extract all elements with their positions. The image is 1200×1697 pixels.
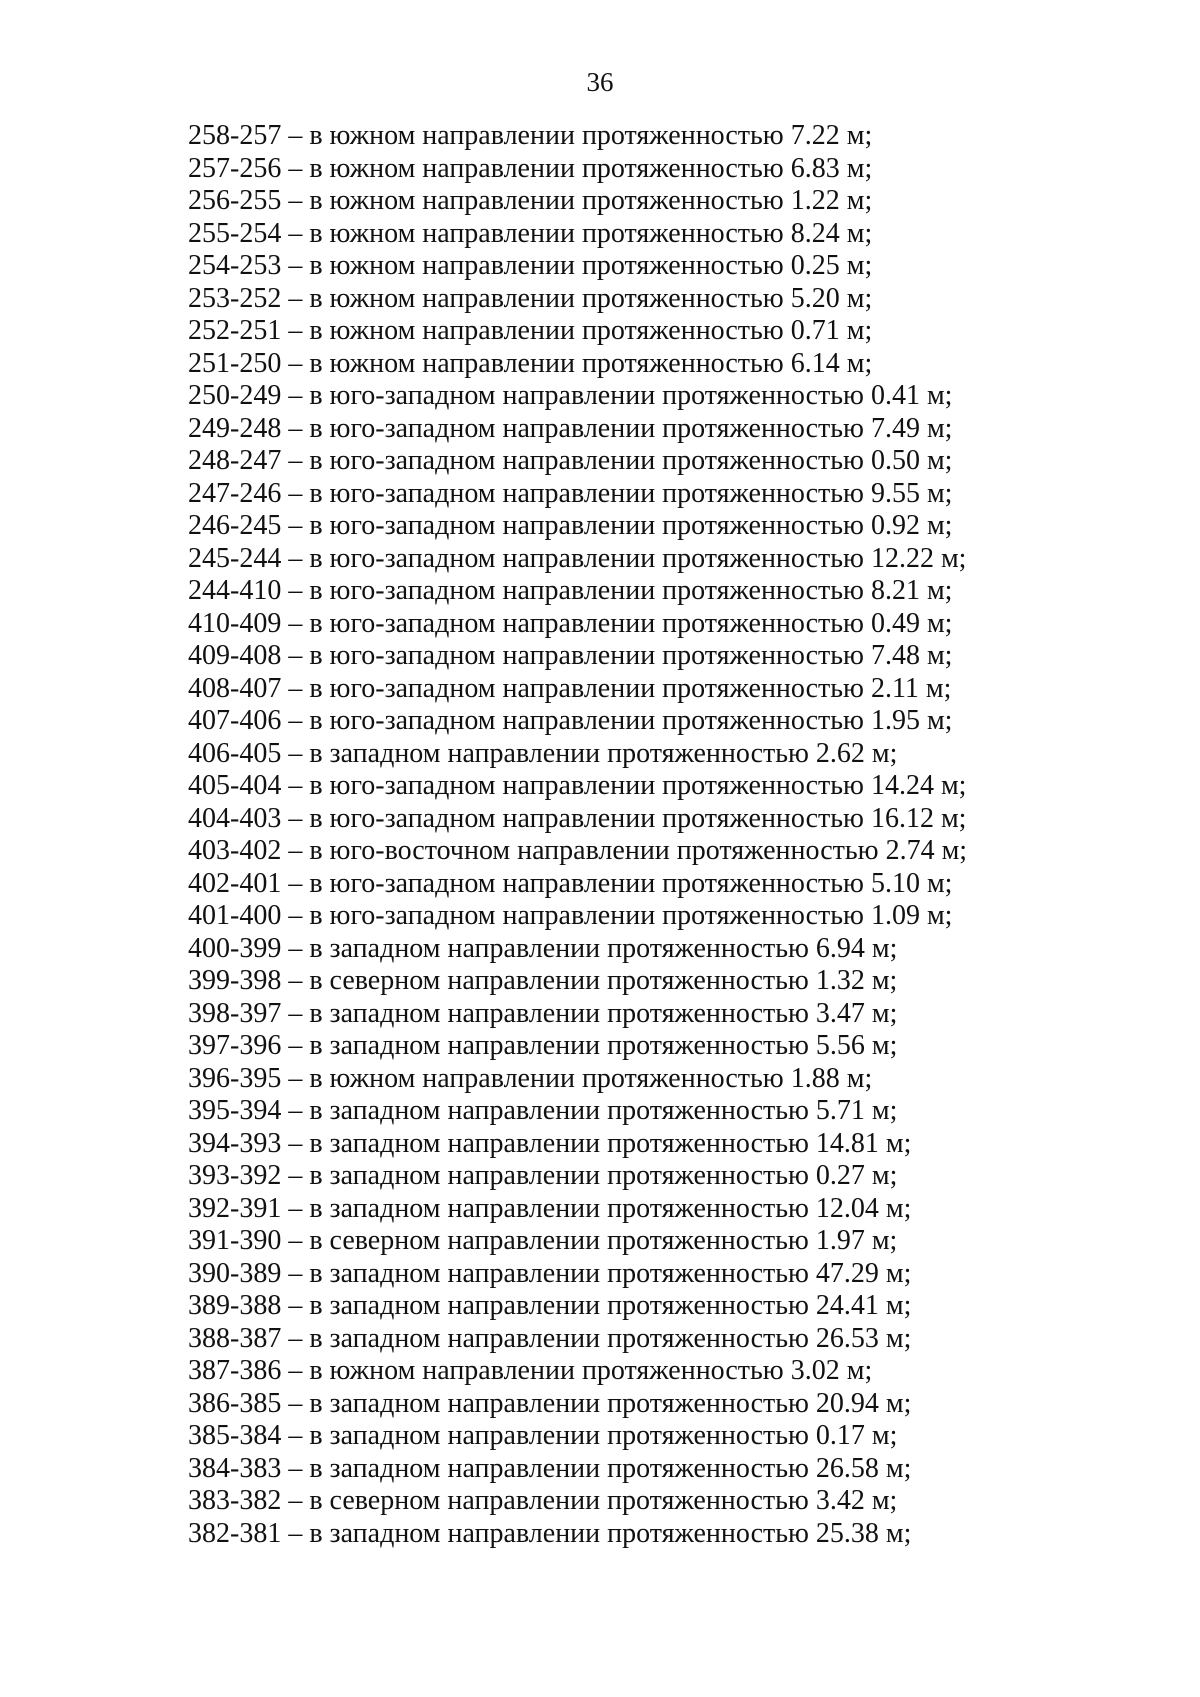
segment-line: 248-247 – в юго-западном направлении протяженностью 0.50 м; — [188, 445, 953, 476]
segment-line: 246-245 – в юго-западном направлении протяженностью 0.92 м; — [188, 510, 953, 541]
segment-line: 387-386 – в южном направлении протяженностью 3.02 м; — [188, 1355, 873, 1386]
segment-line: 405-404 – в юго-западном направлении протяженностью 14.24 м; — [188, 770, 967, 801]
segment-line: 383-382 – в северном направлении протяженностью 3.42 м; — [188, 1485, 898, 1516]
boundary-segment-list — [188, 120, 1068, 1550]
segment-line: 394-393 – в западном направлении протяженностью 14.81 м; — [188, 1127, 912, 1159]
page-number: 36 — [586, 67, 614, 97]
segment-line: 254-253 – в южном направлении протяженностью 0.25 м; — [188, 250, 873, 281]
segment-line: 391-390 – в северном направлении протяженностью 1.97 м; — [188, 1225, 898, 1256]
segment-line: 385-384 – в западном направлении протяженностью 0.17 м; — [188, 1420, 898, 1451]
segment-line: 406-405 – в западном направлении протяженностью 2.62 м; — [188, 737, 898, 769]
segment-line: 253-252 – в южном направлении протяженностью 5.20 м; — [188, 282, 873, 314]
segment-line: 256-255 – в южном направлении протяженностью 1.22 м; — [188, 185, 873, 216]
segment-line: 255-254 – в южном направлении протяженностью 8.24 м; — [188, 217, 873, 249]
segment-line: 389-388 – в западном направлении протяженностью 24.41 м; — [188, 1290, 912, 1321]
segment-line: 404-403 – в юго-западном направлении протяженностью 16.12 м; — [188, 802, 967, 834]
segment-line: 408-407 – в юго-западном направлении протяженностью 2.11 м; — [188, 672, 952, 704]
segment-line: 401-400 – в юго-западном направлении протяженностью 1.09 м; — [188, 900, 953, 931]
segment-line: 244-410 – в юго-западном направлении протяженностью 8.21 м; — [188, 575, 953, 606]
segment-line: 397-396 – в западном направлении протяженностью 5.56 м; — [188, 1030, 898, 1061]
segment-line: 388-387 – в западном направлении протяженностью 26.53 м; — [188, 1322, 912, 1354]
segment-line: 257-256 – в южном направлении протяженностью 6.83 м; — [188, 152, 873, 184]
segment-line: 400-399 – в западном направлении протяженностью 6.94 м; — [188, 932, 898, 964]
segment-line: 392-391 – в западном направлении протяженностью 12.04 м; — [188, 1192, 912, 1224]
segment-line: 403-402 – в юго-восточном направлении протяженностью 2.74 м; — [188, 835, 968, 866]
segment-line: 410-409 – в юго-западном направлении протяженностью 0.49 м; — [188, 607, 953, 639]
segment-line: 258-257 – в южном направлении протяженностью 7.22 м; — [188, 120, 873, 151]
segment-line: 407-406 – в юго-западном направлении протяженностью 1.95 м; — [188, 705, 953, 736]
segment-line: 250-249 – в юго-западном направлении протяженностью 0.41 м; — [188, 380, 953, 411]
segment-line: 252-251 – в южном направлении протяженностью 0.71 м; — [188, 315, 873, 346]
segment-line: 396-395 – в южном направлении протяженностью 1.88 м; — [188, 1062, 873, 1094]
segment-line: 245-244 – в юго-западном направлении протяженностью 12.22 м; — [188, 542, 967, 574]
segment-line: 390-389 – в западном направлении протяженностью 47.29 м; — [188, 1257, 912, 1289]
segment-line: 399-398 – в северном направлении протяженностью 1.32 м; — [188, 965, 898, 996]
segment-line: 386-385 – в западном направлении протяженностью 20.94 м; — [188, 1387, 912, 1419]
segment-line: 409-408 – в юго-западном направлении протяженностью 7.48 м; — [188, 640, 953, 671]
segment-line: 402-401 – в юго-западном направлении протяженностью 5.10 м; — [188, 867, 953, 899]
segment-line: 247-246 – в юго-западном направлении протяженностью 9.55 м; — [188, 477, 953, 509]
segment-line: 251-250 – в южном направлении протяженностью 6.14 м; — [188, 347, 873, 379]
segment-line: 395-394 – в западном направлении протяженностью 5.71 м; — [188, 1095, 898, 1126]
segment-line: 393-392 – в западном направлении протяженностью 0.27 м; — [188, 1160, 898, 1191]
segment-line: 398-397 – в западном направлении протяженностью 3.47 м; — [188, 997, 898, 1029]
segment-line: 249-248 – в юго-западном направлении протяженностью 7.49 м; — [188, 412, 953, 444]
segment-line: 382-381 – в западном направлении протяженностью 25.38 м; — [188, 1517, 912, 1549]
segment-line: 384-383 – в западном направлении протяженностью 26.58 м; — [188, 1452, 912, 1484]
